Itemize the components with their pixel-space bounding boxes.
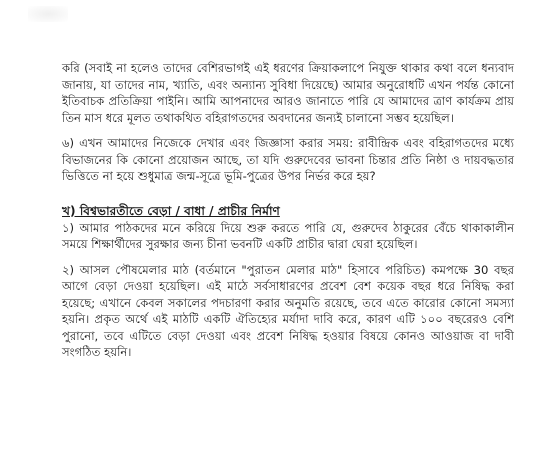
paragraph-2: ৬) এখন আমাদের নিজেকে দেখার এবং জিজ্ঞাসা করার সময়: রাবীন্দ্রিক এবং বহিরাগতদের মধ্যে বিভাজনের কি কোনো প্রয়োজন আছে, তা যদি গুরুদেবের ভাবনা চিন্তার প্রতি নিষ্ঠা ও দায়বদ্ধতার ভিত্তিতে না হয়ে শুধুমাত্র জন্ম-সূত্রে ভূমি-পুত্রের উপর নির্ভর করে হয়?: [62, 136, 514, 183]
top-scan-shading: [0, 0, 534, 58]
spacer: [62, 126, 514, 135]
spacer: [62, 185, 514, 203]
document-body: [62, 60, 514, 361]
section-heading-text: খ) বিশ্বভারতীতে বেড়া / বাধা / প্রাচীর নির্মাণ: [62, 203, 280, 218]
paragraph-4: ২) আসল পৌষমেলার মাঠ (বর্তমানে "পুরাতন মেলার মাঠ" হিসাবে পরিচিত) কমপক্ষে 30 বছর আগে বেড়া দেওয়া হয়েছিল। এই মাঠে সর্বসাধারণের প্রবেশ বেশ কয়েক বছর ধরে নিষিদ্ধ করা হয়েছে; এখানে কেবল সকালের পদচারণা করার অনুমতি রয়েছে, তবে এতে কারোর কোনো সমস্যা হয়নি। প্রকৃত অর্থে এই মাঠটি একটি ঐতিহ্যের মর্যাদা দাবি করে, কারণ এটি ১০০ বছরেরও বেশি পুরানো, তবে এটিতে বেড়া দেওয়া এবং প্রবেশ নিষিদ্ধ হওয়ার বিষয়ে কোনও আওয়াজ বা দাবী সংগঠিত হয়নি।: [62, 262, 514, 359]
paragraph-3: ১) আমার পাঠকদের মনে করিয়ে দিয়ে শুরু করতে পারি যে, গুরুদেব ঠাকুরের বেঁচে থাকাকালীন সময়ে শিক্ষার্থীদের সুরক্ষার জন্য চীনা ভবনটি একটি প্রাচীর দ্বারা ঘেরা হয়েছিল।: [62, 220, 514, 251]
section-heading: [62, 203, 514, 220]
spacer: [62, 253, 514, 262]
scan-smudge: [28, 6, 68, 22]
paragraph-1: করি (সবাই না হলেও তাদের বেশিরভাগই এই ধরণের ক্রিয়াকলাপে নিযুক্ত থাকার কথা বলে ধন্যবাদ জানায়, যা তাদের নাম, খ্যাতি, এবং অন্যান্য সুবিধা দিয়েছে) আমার অনুরোধটি এখন পর্যন্ত কোনো ইতিবাচক প্রতিক্রিয়া পাইনি। আমি আপনাদের আরও জানাতে পারি যে আমাদের ত্রাণ কার্যক্রম প্রায় তিন মাস ধরে মূলত তথাকথিত বহিরাগতদের অবদানের জন্যই চালানো সম্ভব হয়েছিল।: [62, 61, 514, 125]
